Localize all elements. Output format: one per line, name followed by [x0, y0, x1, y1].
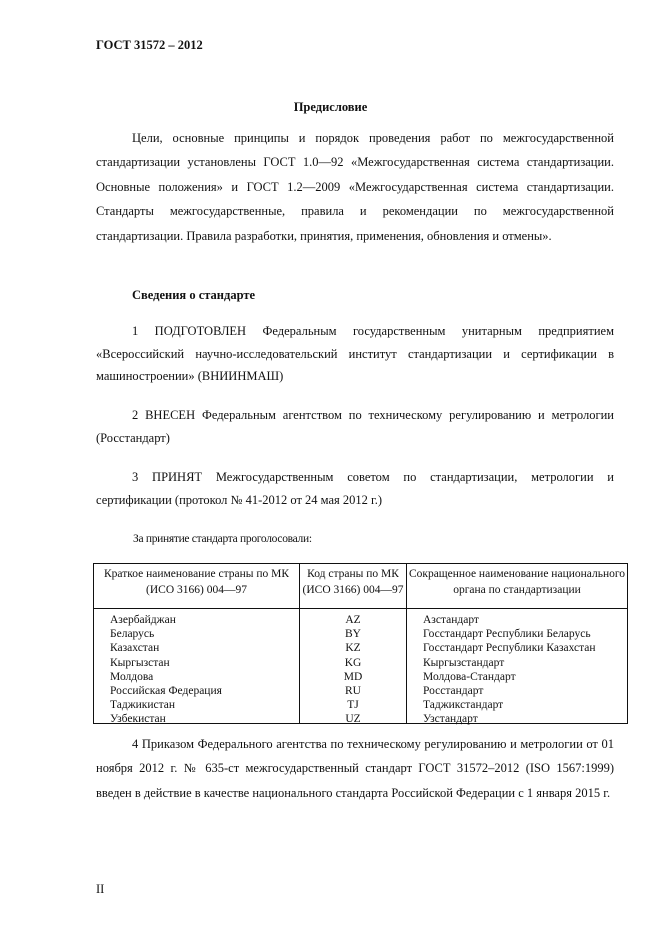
standard-info-title: Сведения о стандарте	[132, 288, 256, 302]
code-list	[300, 613, 406, 727]
table-row-code: AZ	[345, 614, 361, 626]
table-row-body: Узстандарт	[423, 713, 478, 726]
info-item-introduced: 2 ВНЕСЕН Федеральным агентством по техническому регулированию и метрологии (Росстандарт)	[96, 408, 614, 445]
table-row-body: Госстандарт Республики Казахстан	[423, 642, 596, 655]
table-row-country: Азербайджан	[110, 614, 176, 626]
table-row-country: Молдова	[110, 670, 154, 683]
page-number: II	[96, 882, 105, 896]
header-national-body: Сокращенное наименование национального органа по стандартизации	[408, 568, 626, 596]
national-body-list	[423, 613, 596, 727]
preface-text: Цели, основные принципы и порядок проведения работ по межгосударственной стандартизации установлены ГОСТ 1.0—92 «Межгосударственная система стандартизации. Основные положения» и ГОСТ 1.2—2009 «Межгосударственная система стандартизации. Стандарты межгосударственные, правила и рекомендации по межгосударственной стандартизации. Правила разработки, принятия, применения, обновления и отмены».	[96, 131, 614, 243]
table-row-code: TJ	[347, 699, 359, 712]
table-row-country: Кыргызстан	[110, 656, 170, 669]
table-row-code: MD	[343, 670, 363, 683]
standard-header: ГОСТ 31572 – 2012	[96, 38, 203, 52]
table-row-code: RU	[345, 684, 361, 697]
country-list	[110, 613, 222, 727]
votes-caption: За принятие стандарта проголосовали:	[133, 533, 312, 545]
info-item-prepared: 1 ПОДГОТОВЛЕН Федеральным государственным унитарным предприятием «Всероссийский научно-исследовательский институт стандартизации и сертификации в машиностроении» (ВНИИНМАШ)	[96, 324, 614, 383]
table-row-country: Беларусь	[110, 628, 155, 641]
table-row-code: KZ	[345, 642, 361, 655]
table-row-code: UZ	[345, 713, 361, 726]
info-item-adopted: 3 ПРИНЯТ Межгосударственным советом по стандартизации, метрологии и сертификации (протокол № 41-2012 от 24 мая 2012 г.)	[96, 470, 614, 507]
table-row-country: Таджикистан	[110, 699, 176, 712]
table-row-body: Таджикстандарт	[423, 699, 504, 712]
table-row-code: BY	[345, 628, 361, 641]
table-row-country: Российская Федерация	[110, 684, 222, 697]
header-divider	[94, 608, 627, 609]
table-row-country: Казахстан	[110, 642, 160, 655]
table-row-body: Кыргызстандарт	[423, 656, 505, 669]
info-item-enacted: 4 Приказом Федерального агентства по техническому регулированию и метрологии от 01 ноября 2012 г. № 635-ст межгосударственный стандарт ГОСТ 31572–2012 (ISO 1567:1999) введен в действие в качестве национального стандарта Российской Федерации с 1 января 2015 г.	[96, 737, 614, 800]
votes-table	[93, 563, 628, 724]
table-row-code: KG	[344, 656, 362, 669]
header-country-name: Краткое наименование страны по МК (ИСО 3166) 004—97	[103, 568, 290, 596]
preface-title: Предисловие	[293, 100, 368, 114]
header-country-code: Код страны по МК (ИСО 3166) 004—97	[302, 568, 404, 596]
table-row-body: Госстандарт Республики Беларусь	[423, 628, 591, 641]
table-row-country: Узбекистан	[110, 713, 166, 726]
table-row-body: Молдова-Стандарт	[423, 670, 516, 683]
table-row-body: Азстандарт	[423, 614, 479, 626]
table-row-body: Росстандарт	[423, 684, 484, 697]
